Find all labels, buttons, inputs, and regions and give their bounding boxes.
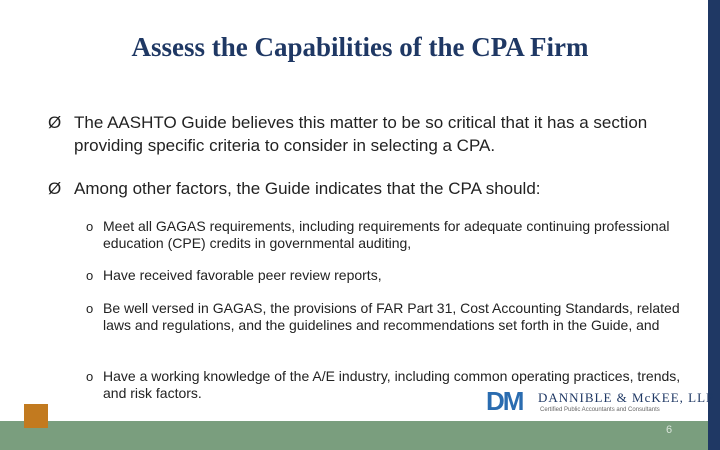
sub-bullet-1: [86, 218, 686, 252]
logo-firm-name: DANNIBLE & McKEE, LLP: [538, 390, 715, 405]
arrow-bullet-icon: Ø: [48, 179, 62, 198]
sub-bullet-2-text: Have received favorable peer review reports,: [103, 267, 382, 283]
bullet-1: [48, 111, 698, 157]
circle-bullet-icon: o: [86, 369, 94, 384]
logo-mark: DM: [486, 386, 523, 416]
bottom-footer-bar: [0, 421, 708, 450]
bullet-2: [48, 177, 698, 200]
sub-bullet-3: [86, 300, 686, 334]
circle-bullet-icon: o: [86, 219, 94, 234]
bullet-1-text: The AASHTO Guide believes this matter to be so critical that it has a section providing specific criteria to consider in selecting a CPA.: [74, 113, 648, 155]
slide-title: Assess the Capabilities of the CPA Firm: [131, 32, 589, 62]
circle-bullet-icon: o: [86, 301, 94, 316]
logo-tagline: Certified Public Accountants and Consultants: [540, 407, 660, 413]
arrow-bullet-icon: Ø: [48, 113, 62, 132]
right-accent-bar: [708, 0, 720, 450]
circle-bullet-icon: o: [86, 268, 94, 283]
accent-square: [24, 404, 48, 428]
sub-bullet-1-text: Meet all GAGAS requirements, including requirements for adequate continuing professional education (CPE) credits in governmental auditing,: [103, 218, 670, 251]
page-number: 6: [666, 424, 673, 436]
sub-bullet-4-text: Have a working knowledge of the A/E industry, including common operating practices, trends, and risk factors.: [103, 368, 681, 401]
sub-bullet-3-text: Be well versed in GAGAS, the provisions of FAR Part 31, Cost Accounting Standards, related laws and regulations, and the guidelines and recommendations set forth in the Guide, and: [103, 300, 680, 333]
sub-bullet-2: [86, 267, 686, 284]
company-logo: [486, 386, 715, 418]
bullet-2-text: Among other factors, the Guide indicates that the CPA should:: [74, 179, 541, 198]
